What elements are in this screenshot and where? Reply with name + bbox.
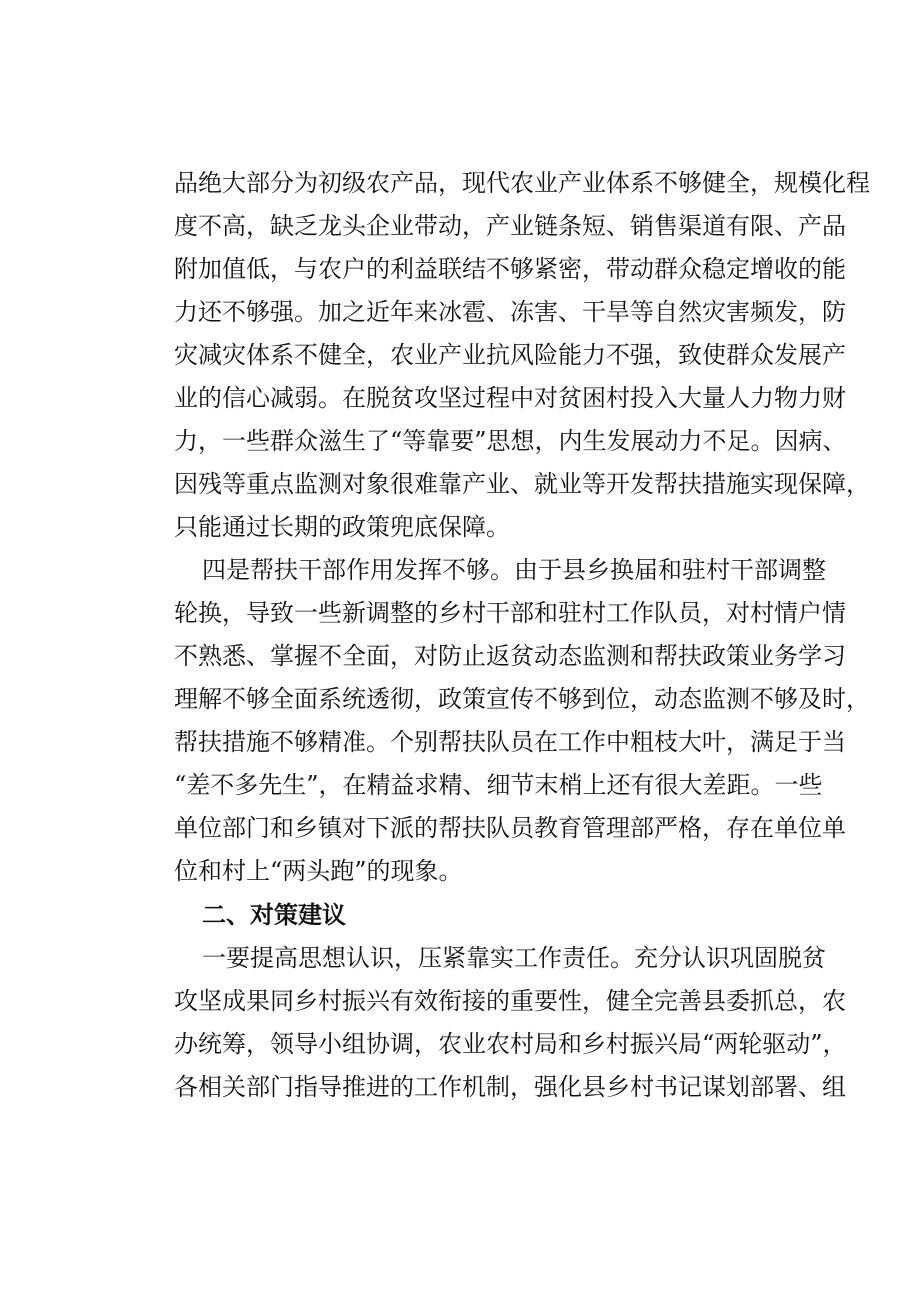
paragraph-3-line-4: 各相关部门指导推进的工作机制，强化县乡村书记谋划部署、组 (174, 1073, 846, 1101)
paragraph-2-line-2: 轮换，导致一些新调整的乡村干部和驻村工作队员，对村情户情 (174, 599, 846, 627)
paragraph-3-line-1: 一要提高思想认识，压紧靠实工作责任。充分认识巩固脱贫 (202, 944, 826, 972)
paragraph-2-line-4: 理解不够全面系统透彻，政策宣传不够到位，动态监测不够及时， (174, 685, 870, 713)
paragraph-2-line-8: 位和村上“两头跑”的现象。 (174, 857, 463, 885)
paragraph-1-line-5: 灾减灾体系不健全，农业产业抗风险能力不强，致使群众发展产 (174, 341, 846, 369)
paragraph-1-line-9: 只能通过长期的政策兜底保障。 (174, 513, 510, 541)
paragraph-2-line-1: 四是帮扶干部作用发挥不够。由于县乡换届和驻村干部调整 (202, 556, 826, 584)
section-heading: 二、对策建议 (202, 901, 346, 929)
paragraph-1-line-4: 力还不够强。加之近年来冰雹、冻害、干旱等自然灾害频发，防 (174, 298, 846, 326)
paragraph-1-line-8: 因残等重点监测对象很难靠产业、就业等开发帮扶措施实现保障， (174, 470, 870, 498)
paragraph-3-line-3: 办统筹，领导小组协调，农业农村局和乡村振兴局“两轮驱动”， (174, 1030, 847, 1058)
paragraph-2-line-6: “差不多先生”，在精益求精、细节末梢上还有很大差距。一些 (174, 771, 823, 799)
paragraph-1-line-3: 附加值低，与农户的利益联结不够紧密，带动群众稳定增收的能 (174, 255, 846, 283)
paragraph-2-line-3: 不熟悉、掌握不全面，对防止返贫动态监测和帮扶政策业务学习 (174, 642, 846, 670)
paragraph-2-line-7: 单位部门和乡镇对下派的帮扶队员教育管理部严格，存在单位单 (174, 814, 846, 842)
paragraph-1-line-6: 业的信心减弱。在脱贫攻坚过程中对贫困村投入大量人力物力财 (174, 384, 846, 412)
paragraph-2-line-5: 帮扶措施不够精准。个别帮扶队员在工作中粗枝大叶，满足于当 (174, 728, 846, 756)
paragraph-1-line-1: 品绝大部分为初级农产品，现代农业产业体系不够健全，规模化程 (174, 169, 870, 197)
paragraph-1-line-7: 力，一些群众滋生了“等靠要”思想，内生发展动力不足。因病、 (174, 427, 847, 455)
paragraph-3-line-2: 攻坚成果同乡村振兴有效衔接的重要性，健全完善县委抓总，农 (174, 987, 846, 1015)
paragraph-1-line-2: 度不高，缺乏龙头企业带动，产业链条短、销售渠道有限、产品 (174, 212, 846, 240)
